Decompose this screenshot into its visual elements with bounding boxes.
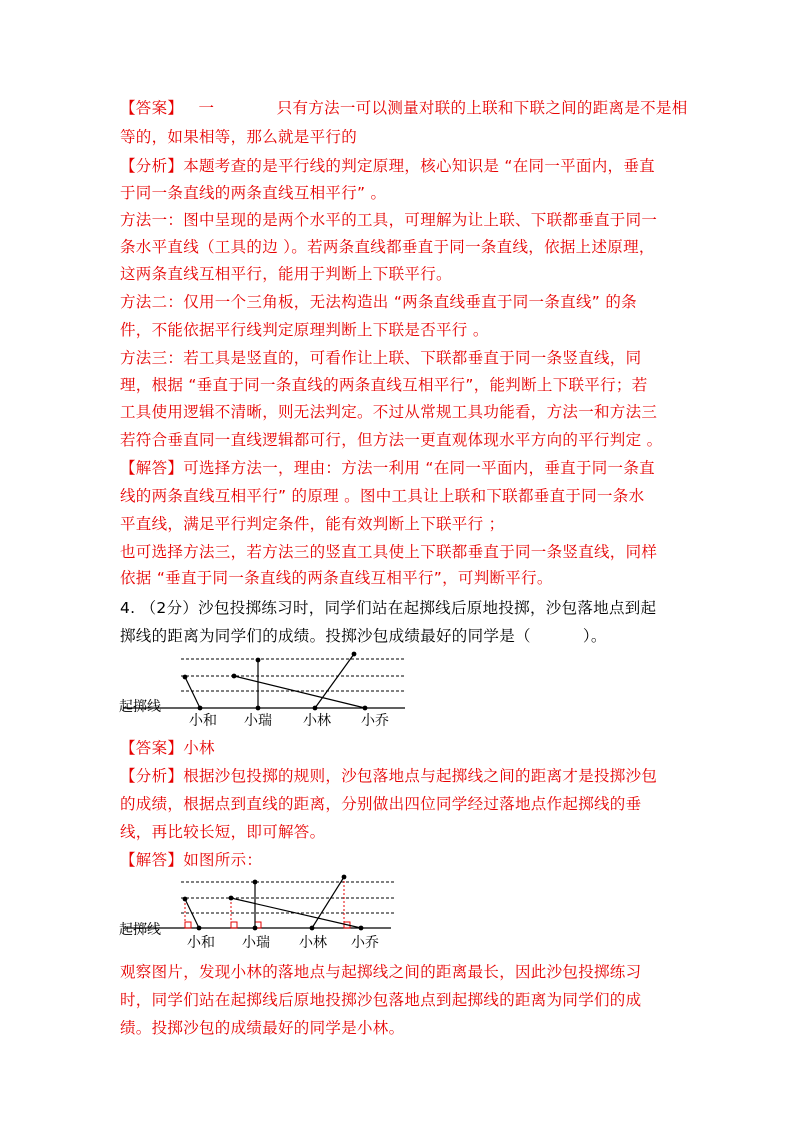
q3-answer-line-2: 等的，如果相等，那么就是平行的 bbox=[120, 128, 358, 146]
q3-analysis-line: 方法三：若工具是竖直的，可看作让上联、下联都垂直于同一条竖直线，同 bbox=[120, 349, 642, 367]
right-angle-mark bbox=[231, 922, 237, 928]
path-xiaoqiao bbox=[234, 676, 365, 708]
q3-analysis-line: 方法一：图中呈现的是两个水平的工具，可理解为让上联、下联都垂直于同一 bbox=[120, 211, 658, 229]
throw-line-label: 起掷线 bbox=[119, 699, 161, 715]
q3-analysis-line: 若符合垂直同一直线逻辑都可行，但方法一更直观体现水平方向的平行判定 。 bbox=[120, 431, 663, 449]
landing-point-dot bbox=[183, 675, 188, 680]
q3-answer-choice: 一 bbox=[198, 99, 215, 117]
landing-point-dot bbox=[232, 674, 237, 679]
landing-point-dot bbox=[229, 896, 234, 901]
student-label: 小林 bbox=[299, 935, 327, 951]
q3-solution-line: 平直线，满足平行判定条件，能有效判断上下联平行 ； bbox=[120, 515, 505, 533]
student-label: 小乔 bbox=[361, 713, 389, 729]
q4-conclusion-line: 绩。投掷沙包的成绩最好的同学是小林。 bbox=[120, 1019, 405, 1037]
student-label: 小瑞 bbox=[242, 935, 270, 951]
q4-answer-line: 【答案】小林 bbox=[120, 739, 215, 757]
q4-stem-text: 掷线的距离为同学们的成绩。投掷沙包成绩最好的同学是（ bbox=[120, 627, 531, 645]
q3-analysis-line: 【分析】本题考查的是平行线的判定原理，核心知识是 “在同一平面内，垂直 bbox=[120, 157, 655, 175]
q4-solution-header: 【解答】如图所示： bbox=[120, 851, 263, 869]
q4-stem-line-2 bbox=[120, 624, 690, 646]
path-xiaohe bbox=[185, 899, 199, 928]
start-point-dot bbox=[310, 926, 315, 931]
q4-stem-close: ）。 bbox=[582, 627, 607, 645]
start-point-dot bbox=[359, 926, 364, 931]
q3-solution-line: 也可选择方法三，若方法三的竖直工具使上下联都垂直于同一条竖直线，同样 bbox=[120, 543, 658, 561]
q3-answer-line-1 bbox=[120, 96, 690, 118]
q3-solution-line: 线的两条直线互相平行” 的原理 。图中工具让上联和下联都垂直于同一条水 bbox=[120, 487, 645, 505]
q3-solution-line: 依据 “垂直于同一条直线的两条直线互相平行”，可判断平行。 bbox=[120, 569, 553, 587]
q4-analysis-line: 【分析】根据沙包投掷的规则，沙包落地点与起掷线之间的距离才是投掷沙包 bbox=[120, 767, 658, 785]
q3-answer-label: 【答案】 bbox=[120, 99, 184, 117]
q4-analysis-line: 的成绩，根据点到直线的距离，分别做出四位同学经过落地点作起掷线的垂 bbox=[120, 795, 642, 813]
q3-analysis-line: 于同一条直线的两条直线互相平行” 。 bbox=[120, 184, 387, 202]
q4-stem-line-1: 4. （2分）沙包投掷练习时，同学们站在起掷线后原地投掷，沙包落地点到起 bbox=[120, 599, 657, 617]
start-point-dot bbox=[363, 706, 368, 711]
q3-answer-text: 只有方法一可以测量对联的上联和下联之间的距离是不是相 bbox=[276, 99, 688, 117]
student-label: 小和 bbox=[189, 713, 217, 729]
start-point-dot bbox=[313, 706, 318, 711]
q3-analysis-line: 理，根据 “垂直于同一条直线的两条直线互相平行”，能判断上下联平行；若 bbox=[120, 376, 648, 394]
q3-analysis-line: 方法二：仅用一个三角板，无法构造出 “两条直线垂直于同一条直线” 的条 bbox=[120, 293, 637, 311]
start-point-dot bbox=[253, 926, 258, 931]
student-label: 小乔 bbox=[351, 935, 379, 951]
landing-point-dot bbox=[342, 875, 347, 880]
student-label: 小瑞 bbox=[244, 713, 272, 729]
landing-point-dot bbox=[256, 658, 261, 663]
q3-analysis-line: 件，不能依据平行线判定原理判断上下联是否平行 。 bbox=[120, 321, 489, 339]
throw-figure-2 bbox=[115, 872, 415, 954]
start-point-dot bbox=[198, 706, 203, 711]
landing-point-dot bbox=[352, 652, 357, 657]
q4-conclusion-line: 时，同学们站在起掷线后原地投掷沙包落地点到起掷线的距离为同学们的成 bbox=[120, 991, 642, 1009]
landing-point-dot bbox=[253, 880, 258, 885]
q3-analysis-line: 工具使用逻辑不清晰，则无法判定。不过从常规工具功能看，方法一和方法三 bbox=[120, 403, 658, 421]
path-xiaolin bbox=[315, 654, 354, 708]
start-point-dot bbox=[197, 926, 202, 931]
path-xiaohe bbox=[185, 677, 200, 708]
right-angle-mark bbox=[185, 922, 191, 928]
landing-point-dot bbox=[183, 897, 188, 902]
q4-analysis-line: 线，再比较长短，即可解答。 bbox=[120, 823, 326, 841]
q3-analysis-line: 条水平直线（工具的边 ）。若两条直线都垂直于同一条直线，依据上述原理， bbox=[120, 238, 655, 256]
throw-figure-1 bbox=[115, 650, 415, 734]
q3-analysis-line: 这两条直线互相平行，能用于判断上下联平行。 bbox=[120, 265, 452, 283]
student-label: 小和 bbox=[187, 935, 215, 951]
start-point-dot bbox=[256, 706, 261, 711]
q4-conclusion-line: 观察图片，发现小林的落地点与起掷线之间的距离最长，因此沙包投掷练习 bbox=[120, 963, 642, 981]
throw-line-label: 起掷线 bbox=[119, 922, 161, 938]
q3-solution-line: 【解答】可选择方法一，理由：方法一利用 “在同一平面内，垂直于同一条直 bbox=[120, 459, 655, 477]
student-label: 小林 bbox=[303, 713, 331, 729]
